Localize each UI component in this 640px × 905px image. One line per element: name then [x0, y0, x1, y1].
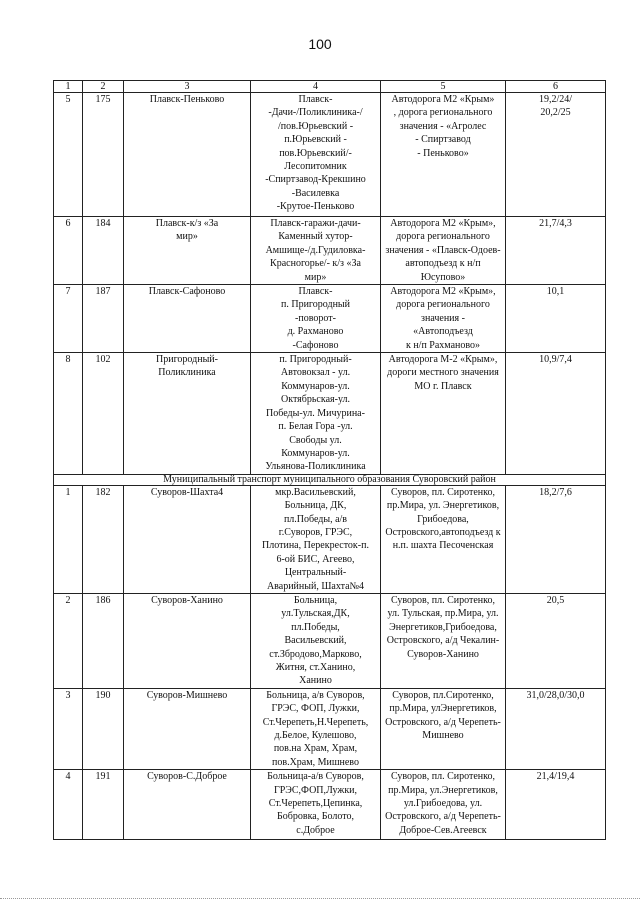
route-stops-line: Плавск- — [298, 94, 333, 105]
route-roads-line: Островского, а/д Черепеть- — [385, 811, 501, 823]
route-roads-line: ул.Грибоедова, ул. — [403, 798, 483, 810]
route-roads-line: значения - «Плавск-Одоев- — [385, 244, 501, 256]
route-name-line: Суворов-Шахта4 — [150, 486, 224, 498]
route-stops-line: ул.Тульская,ДК, — [281, 608, 350, 620]
route-roads-line: Суворов, пл. Сиротенко, — [390, 486, 496, 498]
route-stops-line: Амшище-/д.Гудиловка- — [265, 244, 366, 256]
route-stops-line: пл.Победы, — [291, 621, 340, 633]
route-number: 186 — [83, 593, 124, 688]
route-stops-line: Васильевский, — [284, 635, 347, 647]
route-roads-line: Автодорога М-2 «Крым», — [388, 354, 498, 366]
route-roads-line: - Спиртзавод — [415, 134, 471, 146]
route-length-line: 18,2/7,6 — [539, 486, 572, 498]
route-stops-line: Победы-ул. Мичурина- — [266, 407, 365, 419]
route-stops — [251, 217, 381, 285]
table-body — [54, 93, 606, 840]
route-stops-line: -Сафоново — [292, 339, 339, 351]
route-stops-line: Больница, а/в Суворов, — [266, 689, 365, 701]
route-length — [506, 770, 606, 840]
route-name — [124, 93, 251, 217]
route-stops — [251, 93, 381, 217]
route-roads-line: Доброе-Сев.Агеевск — [399, 824, 487, 836]
route-stops-line: ГРЭС, ФОП, Лужки, — [271, 703, 360, 715]
row-number: 7 — [54, 285, 83, 353]
route-name — [124, 770, 251, 840]
route-stops — [251, 593, 381, 688]
route-name-line: Плавск-Пеньково — [149, 94, 225, 105]
route-roads — [381, 217, 506, 285]
column-header: 4 — [251, 81, 381, 93]
route-roads-line: дорога регионального — [396, 299, 490, 311]
route-roads-line: значения - — [421, 312, 465, 324]
table-row — [54, 770, 606, 840]
route-stops-line: Ханино — [299, 675, 332, 687]
route-length-line: 21,4/19,4 — [536, 771, 575, 783]
route-stops-line: Ст.Черепеть,Цепинка, — [268, 798, 363, 810]
route-roads — [381, 593, 506, 688]
route-name — [124, 217, 251, 285]
route-length-line: 21,7/4,3 — [539, 218, 572, 229]
route-roads-line: ул. Тульская, пр.Мира, ул. — [387, 608, 499, 620]
row-number: 2 — [54, 593, 83, 688]
route-name-line: мир» — [176, 231, 198, 243]
route-stops-line: Бобровка, Болото, — [277, 811, 354, 823]
route-name — [124, 353, 251, 475]
route-roads-line: к н/п Рахманово» — [405, 339, 481, 351]
route-stops-line: ГРЭС,ФОП,Лужки, — [273, 784, 358, 796]
row-number: 6 — [54, 217, 83, 285]
route-roads-line: автоподъезд к н/п — [405, 258, 481, 270]
route-roads-line: Островского, а/д Черепеть- — [385, 716, 501, 728]
route-roads-line: пр.Мира, ул. Энергетиков, — [386, 500, 500, 512]
route-name-line: Плавск-Сафоново — [148, 286, 226, 298]
route-roads — [381, 688, 506, 769]
route-stops-line: Житня, ст.Ханино, — [275, 662, 356, 673]
route-stops-line: пов.Храм, Мишнево — [272, 756, 359, 768]
route-stops-line: г.Суворов, ГРЭС, — [278, 526, 353, 538]
route-length — [506, 93, 606, 217]
route-number: 182 — [83, 485, 124, 593]
table-row — [54, 217, 606, 285]
route-stops-line: ст.Збродово,Марково, — [269, 648, 362, 660]
route-stops-line: Плавск- — [298, 286, 333, 298]
route-number: 187 — [83, 285, 124, 353]
page-number: 100 — [308, 36, 332, 52]
table-header-row — [54, 81, 606, 93]
route-stops-line: Плотина, Перекресток-п. — [262, 540, 369, 552]
route-length — [506, 217, 606, 285]
route-stops-line: 6-ой БИС, Агеево, — [276, 553, 355, 565]
route-roads-line: пр.Мира, улЭнергетиков, — [389, 703, 497, 715]
route-stops-line: д. Рахманово — [287, 326, 344, 338]
route-stops — [251, 485, 381, 593]
route-length-line: 31,0/28,0/30,0 — [526, 689, 585, 701]
route-stops-line: -Спиртзавод-Крекшино — [265, 174, 366, 186]
route-stops-line: п.Юрьевский - — [284, 134, 347, 146]
route-stops-line: Красногорье/- к/з «За — [270, 258, 361, 270]
route-stops-line: п. Пригородный- — [279, 354, 352, 366]
route-stops-line: Ульянова-Поликлиника — [265, 461, 366, 473]
route-roads-line: Мишнево — [422, 730, 464, 742]
route-roads-line: пр.Мира, ул.Энергетиков, — [388, 784, 498, 796]
route-stops-line: Каменный хутор- — [278, 231, 353, 243]
route-roads-line: «Автоподъезд — [413, 326, 473, 338]
route-length-line: 10,1 — [546, 286, 565, 298]
route-stops-line: Ст.Черепеть,Н.Черепеть, — [262, 716, 369, 728]
column-header: 6 — [506, 81, 606, 93]
route-length — [506, 485, 606, 593]
table-row — [54, 485, 606, 593]
column-header: 3 — [124, 81, 251, 93]
route-roads-line: Автодорога М2 «Крым», — [390, 218, 496, 229]
route-stops-line: пл.Победы, а/в — [283, 513, 348, 525]
route-stops-line: Плавск-гаражи-дачи- — [270, 218, 361, 229]
route-stops-line: мир» — [304, 271, 327, 283]
route-stops-line: -Василевка — [291, 187, 340, 199]
route-name — [124, 593, 251, 688]
route-length-line: 20,2/25 — [540, 107, 571, 119]
route-stops-line: пов.на Храм, Храм, — [273, 743, 358, 755]
route-stops-line: Коммунаров-ул. — [281, 380, 350, 392]
route-stops-line: с.Доброе — [296, 824, 335, 836]
route-name-line: Суворов-Мишнево — [146, 689, 228, 701]
table-row — [54, 593, 606, 688]
route-roads — [381, 485, 506, 593]
route-stops-line: -Дачи-/Поликлиника-/ — [268, 107, 363, 119]
route-stops-line: п. Белая Гора -ул. — [278, 421, 353, 433]
route-length-line: 10,9/7,4 — [539, 354, 572, 366]
route-length — [506, 285, 606, 353]
route-roads-line: Суворов, пл. Сиротенко, — [390, 771, 496, 783]
route-number: 190 — [83, 688, 124, 769]
route-stops-line: пов.Юрьевский/- — [279, 147, 352, 159]
route-roads — [381, 353, 506, 475]
route-number: 191 — [83, 770, 124, 840]
route-length — [506, 688, 606, 769]
section-row — [54, 474, 606, 485]
row-number: 4 — [54, 770, 83, 840]
row-number: 3 — [54, 688, 83, 769]
route-stops — [251, 770, 381, 840]
route-name — [124, 285, 251, 353]
route-length — [506, 353, 606, 475]
route-roads-line: Юсупово» — [420, 271, 466, 283]
route-roads-line: Суворов-Ханино — [407, 648, 479, 660]
route-stops-line: -поворот- — [295, 312, 336, 324]
route-roads-line: Островского,автоподъезд к — [385, 526, 501, 538]
route-length-line: 20,5 — [546, 594, 565, 606]
table-row — [54, 688, 606, 769]
route-roads — [381, 93, 506, 217]
route-roads-line: Автодорога М2 «Крым», — [390, 286, 496, 298]
route-roads-line: , дорога регионального — [393, 107, 493, 119]
route-name-line: Пригородный- — [156, 354, 218, 366]
route-stops-line: п. Пригородный — [281, 299, 350, 311]
route-roads — [381, 770, 506, 840]
route-roads-line: - Пеньково» — [417, 147, 469, 159]
route-stops-line: -Крутое-Пеньково — [276, 201, 355, 213]
route-roads-line: дорога регионального — [396, 231, 490, 243]
route-stops — [251, 285, 381, 353]
route-stops-line: Больница, — [293, 594, 338, 606]
route-stops-line: Больница, ДК, — [284, 500, 347, 512]
row-number: 5 — [54, 93, 83, 217]
route-roads-line: н.п. шахта Песоченская — [392, 540, 494, 552]
route-roads — [381, 285, 506, 353]
route-stops-line: д.Белое, Кулешово, — [274, 730, 357, 742]
route-number: 102 — [83, 353, 124, 475]
column-header: 1 — [54, 81, 83, 93]
row-number: 8 — [54, 353, 83, 475]
column-header: 2 — [83, 81, 124, 93]
route-roads-line: Энергетиков,Грибоедова, — [389, 621, 497, 633]
page-bottom-edge — [0, 892, 640, 899]
route-stops-line: Автовокзал - ул. — [280, 367, 351, 379]
route-name-line: Плавск-к/з «За — [155, 218, 219, 229]
table-row — [54, 353, 606, 475]
route-stops-line: /пов.Юрьевский - — [277, 120, 354, 132]
route-number: 175 — [83, 93, 124, 217]
route-name-line: Суворов-Ханино — [151, 594, 223, 606]
route-stops — [251, 353, 381, 475]
route-roads-line: значения - «Агролес — [399, 120, 487, 132]
route-roads-line: МО г. Плавск — [414, 380, 472, 392]
route-name — [124, 485, 251, 593]
route-stops-line: Свободы ул. — [289, 434, 342, 446]
route-name — [124, 688, 251, 769]
table-row — [54, 285, 606, 353]
route-roads-line: Грибоедова, — [417, 513, 469, 525]
route-roads-line: Автодорога М2 «Крым» — [391, 94, 495, 105]
route-stops-line: Лесопитомник — [284, 161, 347, 173]
route-length — [506, 593, 606, 688]
route-length-line: 19,2/24/ — [538, 94, 573, 105]
section-title: Муниципальный транспорт муниципального образования Суворовский район — [54, 474, 606, 485]
route-stops-line: Аварийный, Шахта№4 — [266, 580, 365, 592]
route-stops-line: Центральный- — [284, 567, 347, 579]
route-stops-line: мкр.Васильевский, — [275, 486, 356, 498]
route-stops-line: Октябрьская-ул. — [281, 394, 350, 406]
routes-table — [53, 80, 606, 840]
route-stops — [251, 688, 381, 769]
route-name-line: Суворов-С.Доброе — [147, 771, 227, 783]
route-stops-line: Коммунаров-ул. — [281, 447, 350, 459]
route-name-line: Поликлиника — [158, 367, 216, 379]
row-number: 1 — [54, 485, 83, 593]
column-header: 5 — [381, 81, 506, 93]
route-roads-line: Суворов, пл. Сиротенко, — [390, 594, 496, 606]
route-roads-line: Островского, а/д Чекалин- — [386, 635, 500, 647]
route-roads-line: Суворов, пл.Сиротенко, — [392, 689, 494, 701]
table-row — [54, 93, 606, 217]
route-number: 184 — [83, 217, 124, 285]
route-stops-line: Больница-а/в Суворов, — [267, 771, 364, 783]
route-roads-line: дороги местного значения — [387, 367, 499, 379]
